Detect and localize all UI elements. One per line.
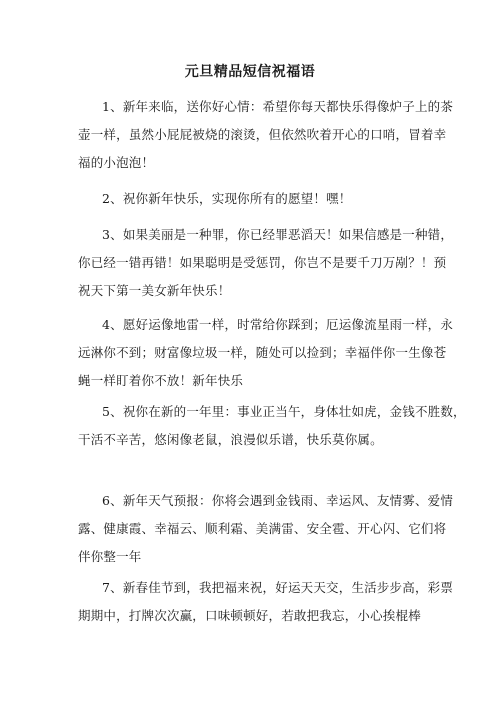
paragraph-line: 露、健康霞、幸福云、顺利霜、美满雷、安全雹、开心闪、它们将 [78, 521, 447, 536]
paragraph-line: 4、愿好运像地雷一样，时常给你踩到；厄运像流星雨一样，永 [102, 317, 454, 332]
paragraph-line: 5、祝你在新的一年里：事业正当午，身体壮如虎，金钱不胜数， [102, 404, 466, 419]
paragraph-line: 祝天下第一美女新年快乐！ [78, 283, 231, 298]
paragraph-line: 2、祝你新年快乐，实现你所有的愿望！嘿！ [102, 191, 352, 206]
paragraph-line: 你已经一错再错！如果聪明是受惩罚，你岂不是要千刀万剐？！预 [78, 255, 447, 270]
paragraph-line: 壶一样，虽然小屁屁被烧的滚烫，但依然吹着开心的口哨，冒着幸 [78, 127, 447, 142]
paragraph-3 [78, 221, 454, 305]
paragraph-line: 6、新年天气预报：你将会遇到金钱雨、幸运风、友情雾、爱情 [102, 493, 454, 508]
paragraph-line: 1、新年来临，送你好心情：希望你每天都快乐得像炉子上的茶 [102, 99, 454, 114]
paragraph-6 [78, 487, 454, 571]
paragraph-1 [78, 93, 454, 177]
paragraph-line: 伴你整一年 [78, 549, 142, 564]
paragraph-5 [78, 398, 466, 454]
paragraph-line: 3、如果美丽是一种罪，你已经罪恶滔天！如果信感是一种错， [102, 227, 454, 242]
paragraph-line: 干活不辛苦，悠闲像老鼠，浪漫似乐谱，快乐莫你属。 [78, 432, 383, 447]
paragraph-line: 7、新春佳节到，我把福来祝，好运天天交，生活步步高，彩票 [102, 580, 454, 595]
document-title: 元旦精品短信祝福语 [184, 64, 316, 80]
paragraph-4 [78, 311, 454, 395]
paragraph-line: 远淋你不到；财富像垃圾一样，随处可以捡到；幸福伴你一生像苍 [78, 345, 447, 360]
paragraph-2 [78, 185, 428, 213]
paragraph-7 [78, 574, 454, 630]
paragraph-line: 期期中，打牌次次赢，口味顿顿好，若敢把我忘，小心挨棍棒 [78, 608, 421, 623]
paragraph-line: 蝇一样盯着你不放！新年快乐 [78, 373, 244, 388]
paragraph-line: 福的小泡泡！ [78, 155, 155, 170]
